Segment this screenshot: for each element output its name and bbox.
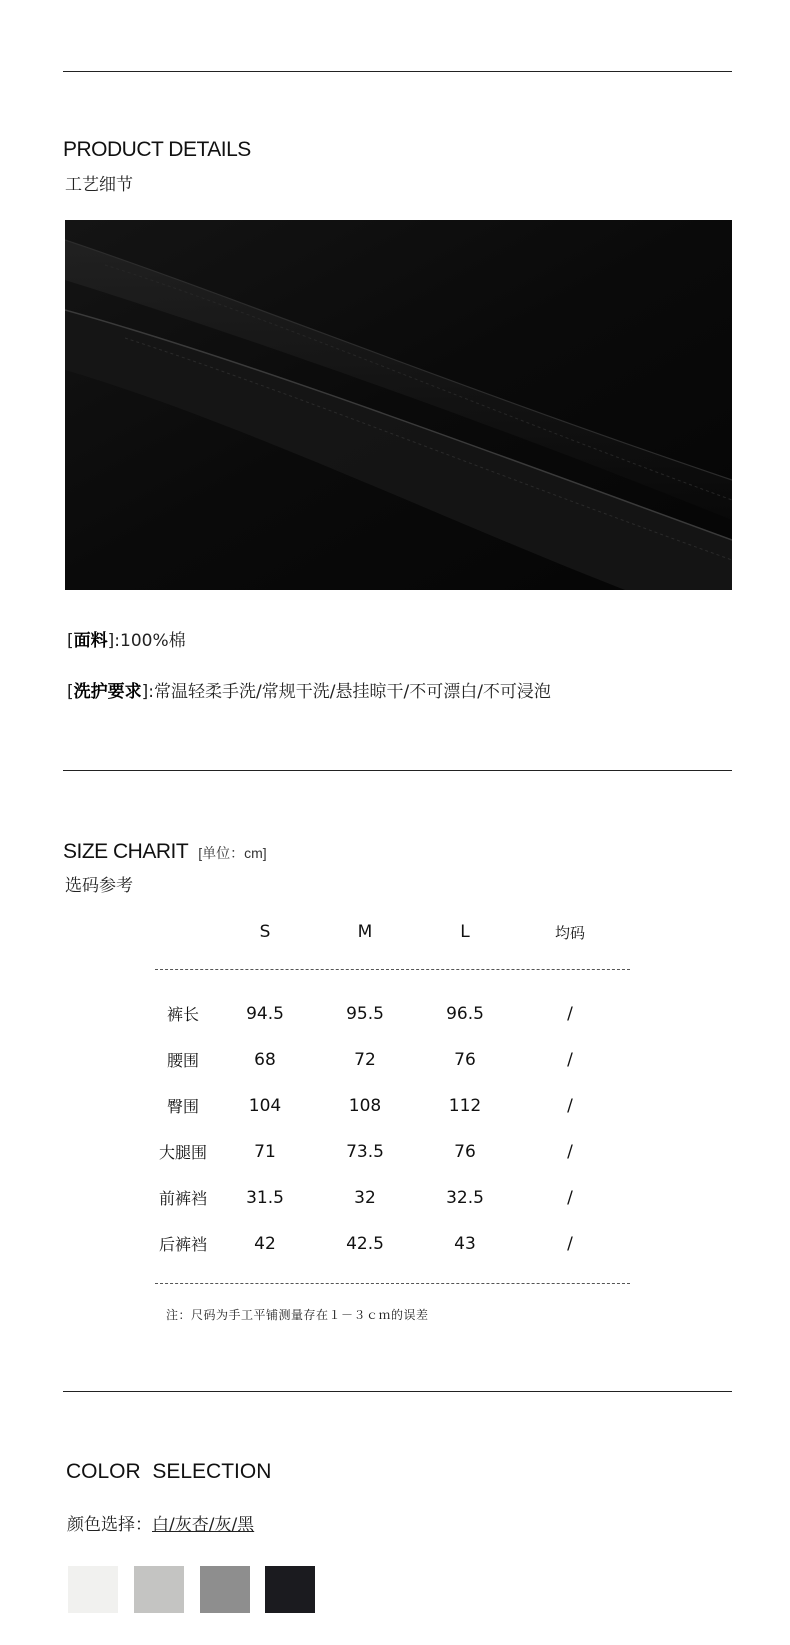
cell: 94.5 bbox=[246, 1004, 284, 1024]
size-note: 注：尺码为手工平铺测量存在１－３ｃｍ的误差 bbox=[166, 1308, 429, 1322]
cell: 76 bbox=[454, 1050, 476, 1070]
header-onesize: 均码 bbox=[554, 924, 585, 942]
size-unit: [单位：cm] bbox=[198, 845, 267, 861]
details-divider bbox=[63, 770, 732, 771]
fabric-closeup-image bbox=[65, 220, 732, 590]
row-label: 大腿围 bbox=[158, 1143, 207, 1162]
size-title bbox=[63, 840, 267, 864]
details-title-cn: 工艺细节 bbox=[65, 175, 133, 195]
cell: 32 bbox=[354, 1188, 376, 1208]
swatch-gray[interactable] bbox=[200, 1566, 250, 1613]
cell: / bbox=[567, 1096, 573, 1116]
table-top-dashline bbox=[155, 969, 630, 970]
color-label: 颜色选择： bbox=[67, 1515, 152, 1535]
fabric-label: 面料 bbox=[73, 631, 108, 651]
fabric-value: :100%棉 bbox=[114, 631, 186, 651]
cell: 73.5 bbox=[346, 1142, 384, 1162]
care-label: 洗护要求 bbox=[73, 682, 142, 702]
cell: / bbox=[567, 1050, 573, 1070]
color-line bbox=[67, 1510, 254, 1535]
header-s: S bbox=[259, 922, 271, 942]
swatch-white[interactable] bbox=[68, 1566, 118, 1613]
cell: 112 bbox=[448, 1096, 482, 1116]
size-title-cn: 选码参考 bbox=[65, 876, 133, 896]
cell: 76 bbox=[454, 1142, 476, 1162]
row-label: 腰围 bbox=[166, 1051, 199, 1070]
row-label: 后裤裆 bbox=[158, 1235, 207, 1254]
cell: 108 bbox=[348, 1096, 382, 1116]
row-label: 裤长 bbox=[166, 1005, 199, 1024]
cell: 42 bbox=[254, 1234, 276, 1254]
care-value: :常温轻柔手洗/常规干洗/悬挂晾干/不可漂白/不可浸泡 bbox=[148, 682, 551, 702]
cell: / bbox=[567, 1142, 573, 1162]
swatch-light-gray[interactable] bbox=[134, 1566, 184, 1613]
cell: / bbox=[567, 1188, 573, 1208]
size-divider bbox=[63, 1391, 732, 1392]
size-title-en: SIZE CHARIT bbox=[63, 840, 189, 863]
swatch-black[interactable] bbox=[265, 1566, 315, 1613]
header-l: L bbox=[460, 922, 470, 942]
cell: 42.5 bbox=[346, 1234, 384, 1254]
cell: 68 bbox=[254, 1050, 276, 1070]
cell: 31.5 bbox=[246, 1188, 284, 1208]
cell: 72 bbox=[354, 1050, 376, 1070]
cell: 96.5 bbox=[446, 1004, 484, 1024]
cell: 32.5 bbox=[446, 1188, 484, 1208]
cell: 95.5 bbox=[346, 1004, 384, 1024]
row-label: 臀围 bbox=[166, 1097, 199, 1116]
color-title: COLOR SELECTION bbox=[66, 1460, 272, 1483]
color-options: 白/灰杏/灰/黑 bbox=[152, 1515, 255, 1535]
cell: 43 bbox=[454, 1234, 476, 1254]
header-m: M bbox=[357, 922, 373, 942]
details-title-en: PRODUCT DETAILS bbox=[63, 138, 251, 161]
cell: / bbox=[567, 1234, 573, 1254]
table-bottom-dashline bbox=[155, 1283, 630, 1284]
cell: 71 bbox=[254, 1142, 276, 1162]
cell: / bbox=[567, 1004, 573, 1024]
cell: 104 bbox=[248, 1096, 282, 1116]
top-divider bbox=[63, 71, 732, 72]
fabric-spec: [面料]:100%棉 bbox=[67, 631, 186, 651]
row-label: 前裤裆 bbox=[158, 1189, 207, 1208]
care-spec: [洗护要求]:常温轻柔手洗/常规干洗/悬挂晾干/不可漂白/不可浸泡 bbox=[67, 682, 551, 702]
